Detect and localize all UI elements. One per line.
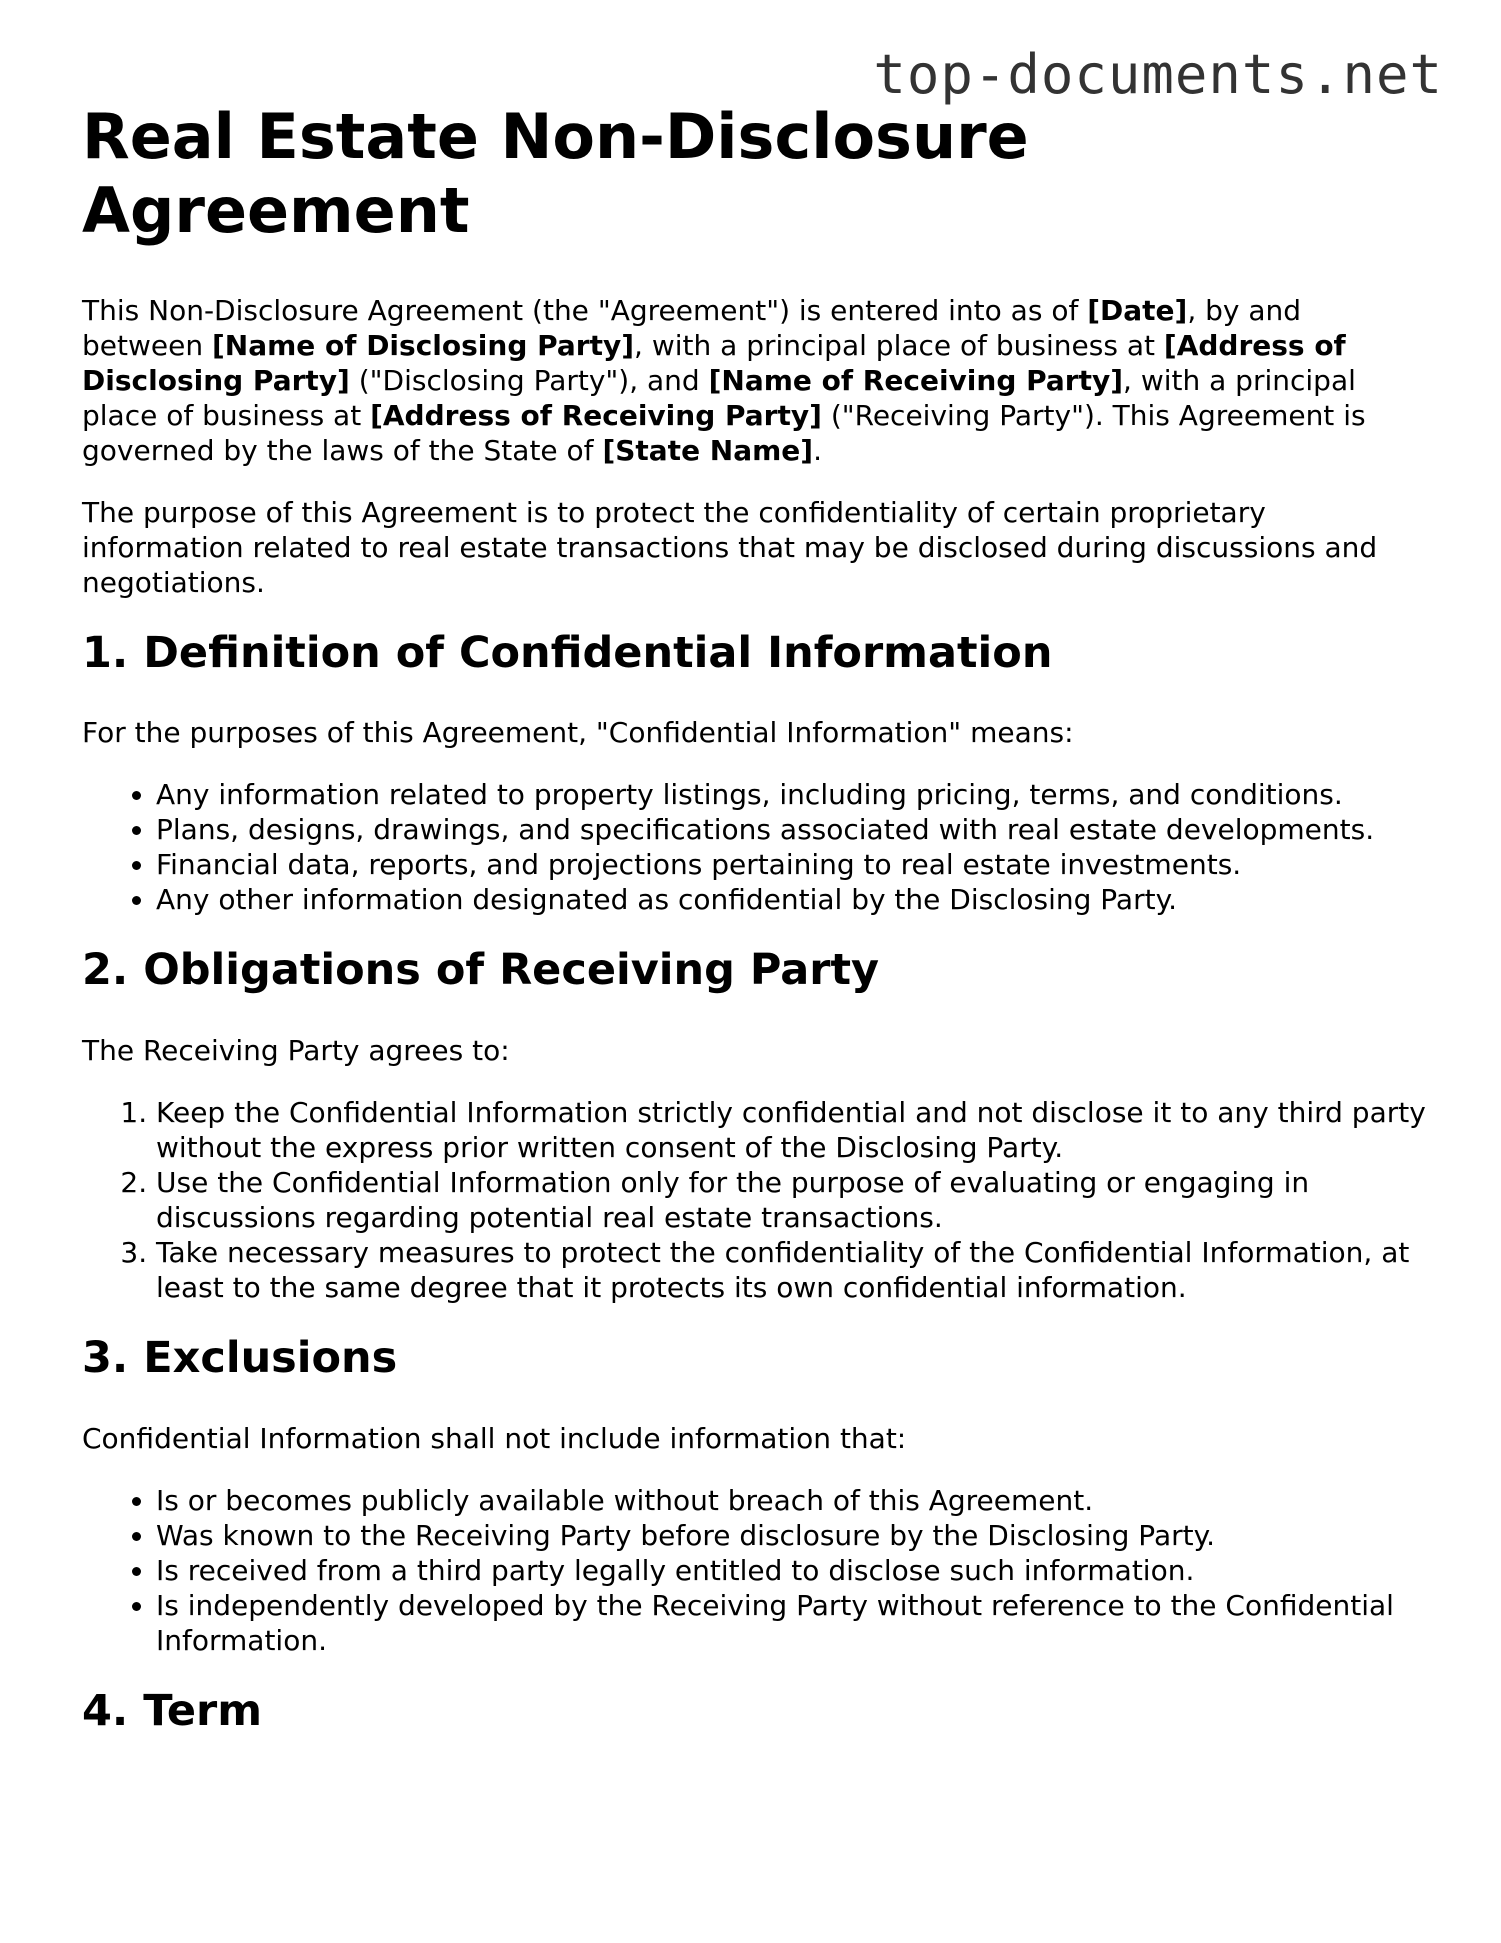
list-item: • Any other information designated as confidential by the Disclosing Party. <box>156 882 1427 917</box>
intro-text: , with a principal place of business at <box>634 328 1164 362</box>
exclusions-list <box>82 1483 1427 1658</box>
section-heading-exclusions: 3. Exclusions <box>82 1332 398 1383</box>
list-item: • Is or becomes publicly available without breach of this Agreement. <box>156 1483 1427 1518</box>
state-name-placeholder: [State Name] <box>602 433 814 467</box>
definition-list <box>82 777 1427 917</box>
list-item: • Any information related to property listings, including pricing, terms, and conditions. <box>156 777 1427 812</box>
section-lead-definition: For the purposes of this Agreement, "Confidential Information" means: <box>82 716 1074 750</box>
list-item: 2. Use the Confidential Information only for the purpose of evaluating or engaging in discussions regarding potential real estate transactions. <box>156 1165 1427 1235</box>
watermark: top-documents.net <box>873 43 1443 106</box>
list-item: 1. Keep the Confidential Information strictly confidential and not disclose it to any third party without the express prior written consent of the Disclosing Party. <box>156 1095 1427 1165</box>
intro-text: ("Disclosing Party"), and <box>349 363 709 397</box>
purpose-paragraph: The purpose of this Agreement is to protect the confidentiality of certain proprietary information related to real estate transactions that may be disclosed during discussions and negotiations. <box>82 495 1378 599</box>
list-item: • Was known to the Receiving Party before disclosure by the Disclosing Party. <box>156 1518 1427 1553</box>
intro-text: , with a principal place of business at <box>82 363 1356 432</box>
list-item: • Is independently developed by the Receiving Party without reference to the Confidential Information. <box>156 1588 1427 1658</box>
section-heading-definition: 1. Definition of Confidential Information <box>82 627 1053 678</box>
date-placeholder: [Date] <box>1087 293 1188 327</box>
list-item: • Is received from a third party legally entitled to disclose such information. <box>156 1553 1427 1588</box>
intro-paragraph <box>82 293 1427 468</box>
obligations-list <box>82 1095 1427 1305</box>
disclosing-party-name-placeholder: [Name of Disclosing Party] <box>211 328 635 362</box>
intro-text: , by and between <box>82 293 1302 362</box>
disclosing-party-address-placeholder: [Address of Disclosing Party] <box>82 328 1346 397</box>
receiving-party-name-placeholder: [Name of Receiving Party] <box>708 363 1124 397</box>
intro-text: This Non-Disclosure Agreement (the "Agreement") is entered into as of <box>82 293 1088 327</box>
section-lead-exclusions: Confidential Information shall not include information that: <box>82 1421 907 1455</box>
receiving-party-address-placeholder: [Address of Receiving Party] <box>370 398 822 432</box>
list-item: 3. Take necessary measures to protect the confidentiality of the Confidential Information, at least to the same degree that it protects its own confidential information. <box>156 1235 1427 1305</box>
section-lead-obligations: The Receiving Party agrees to: <box>82 1033 510 1067</box>
intro-text: . <box>813 433 822 467</box>
intro-text: ("Receiving Party"). This Agreement is governed by the laws of the State of <box>82 398 1366 467</box>
list-item: • Financial data, reports, and projections pertaining to real estate investments. <box>156 847 1427 882</box>
section-heading-obligations: 2. Obligations of Receiving Party <box>82 945 880 996</box>
list-item: • Plans, designs, drawings, and specifications associated with real estate developments. <box>156 812 1427 847</box>
section-heading-term: 4. Term <box>82 1685 263 1736</box>
document-page <box>82 100 1427 1773</box>
document-title: Real Estate Non-Disclosure Agreement <box>82 100 1029 248</box>
